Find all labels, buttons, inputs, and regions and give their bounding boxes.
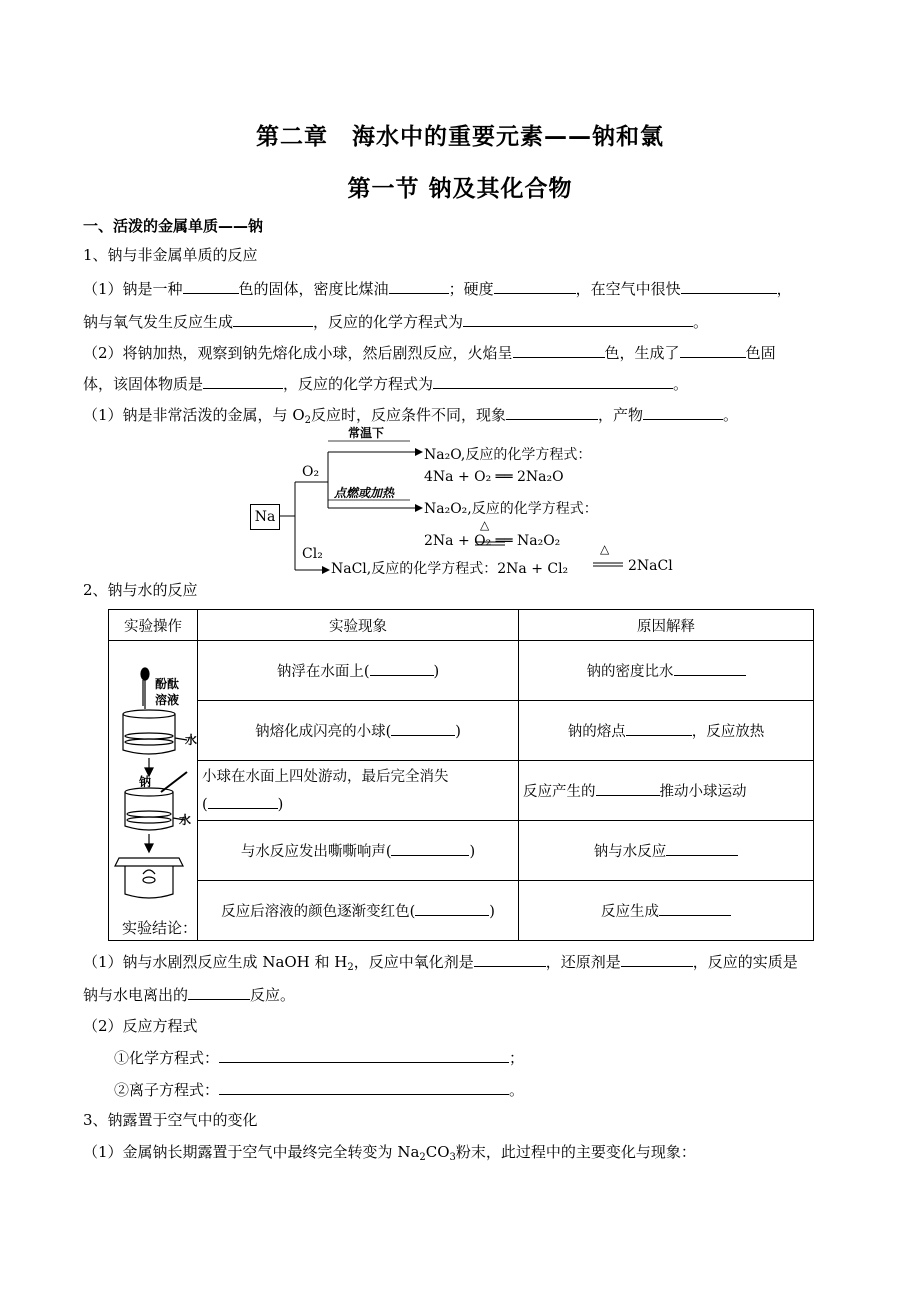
blank[interactable] xyxy=(188,984,250,1000)
text: 。 xyxy=(723,406,739,424)
text: ) xyxy=(433,664,440,680)
table-row xyxy=(109,881,814,941)
blank[interactable] xyxy=(391,840,469,856)
text: ) xyxy=(277,796,284,813)
label-water-1: 水 xyxy=(185,732,197,747)
text: 钠熔化成闪亮的小球( xyxy=(255,724,392,740)
phenomenon-cell xyxy=(198,821,519,881)
text: ，反应的化学方程式为 xyxy=(313,313,464,331)
item-air: 3、钠露置于空气中的变化 xyxy=(83,1111,258,1129)
text: ，反应的实质是 xyxy=(692,953,798,971)
phenomenon-cell xyxy=(198,761,519,821)
blank[interactable] xyxy=(513,342,605,358)
text: （2）将钠加热，观察到钠先熔化成小球，然后剧烈反应，火焰呈 xyxy=(83,344,513,362)
text: 。 xyxy=(673,375,689,393)
text: ( xyxy=(202,796,208,813)
equation-na2o: 4Na + O₂ ══ 2Na₂O xyxy=(424,469,564,485)
ionic-equation-line xyxy=(114,1079,524,1100)
text: 钠与氧气发生反应生成 xyxy=(83,313,234,331)
reason-cell xyxy=(519,821,814,881)
blank[interactable] xyxy=(643,404,723,420)
chapter-title: 第二章 海水中的重要元素——钠和氯 xyxy=(256,124,664,150)
reaction-diagram xyxy=(250,426,690,582)
text: ，反应的化学方程式为 xyxy=(283,375,434,393)
product-na2o: Na₂O,反应的化学方程式： xyxy=(424,447,592,463)
text: 钠浮在水面上( xyxy=(276,664,370,680)
blank[interactable] xyxy=(659,900,731,916)
text: 。 xyxy=(693,313,709,331)
text: 反应后溶液的颜色逐渐变红色( xyxy=(221,904,416,920)
blank[interactable] xyxy=(389,278,449,294)
text: 。 xyxy=(509,1081,525,1099)
blank[interactable] xyxy=(391,720,455,736)
phenomenon-cell xyxy=(198,881,519,941)
text: 钠与水电离出的 xyxy=(83,986,189,1004)
text: ； xyxy=(509,1049,525,1067)
text: （1）金属钠长期露置于空气中最终完全转变为 Na xyxy=(83,1143,420,1161)
phenomenon-cell xyxy=(198,641,519,701)
reason-cell xyxy=(519,761,814,821)
text: ，还原剂是 xyxy=(545,953,621,971)
text: ) xyxy=(469,844,476,860)
conclusion-1-line-2 xyxy=(83,984,295,1005)
text: ，反应中氧化剂是 xyxy=(353,953,474,971)
equation-na2o2: 2Na + O₂ ══ Na₂O₂ xyxy=(424,533,561,549)
blank[interactable] xyxy=(219,1079,509,1095)
text: （1）钠是一种 xyxy=(83,280,183,298)
subscript: 2 xyxy=(347,962,354,973)
blank[interactable] xyxy=(680,342,746,358)
blank[interactable] xyxy=(474,951,546,967)
reason-cell xyxy=(519,641,814,701)
text: CO xyxy=(425,1143,450,1161)
label-sodium: 钠 xyxy=(139,774,152,789)
para-1-line-2 xyxy=(83,311,708,332)
delta-symbol-2: △ xyxy=(600,542,610,556)
blank[interactable] xyxy=(494,278,576,294)
text: 体，该固体物质是 xyxy=(83,375,204,393)
blank[interactable] xyxy=(626,720,692,736)
text: ，产物 xyxy=(598,406,644,424)
text: 粉末，此过程中的主要变化与现象： xyxy=(455,1143,696,1161)
experiment-table xyxy=(108,609,814,941)
blank[interactable] xyxy=(621,951,693,967)
reason-cell xyxy=(519,701,814,761)
header-phenomenon: 实验现象 xyxy=(198,610,519,641)
heading-sodium: 一、活泼的金属单质——钠 xyxy=(83,217,264,235)
text: 反应。 xyxy=(250,986,296,1004)
table-row xyxy=(109,821,814,881)
sodium-box: Na xyxy=(250,504,280,530)
text: （1）钠与水剧烈反应生成 NaOH 和 H xyxy=(83,953,348,971)
reason-cell xyxy=(519,881,814,941)
apparatus-svg xyxy=(109,654,197,924)
subscript: 2 xyxy=(304,415,311,426)
blank[interactable] xyxy=(370,660,434,676)
text: 反应时，反应条件不同，现象 xyxy=(311,406,507,424)
text: ， xyxy=(776,280,792,298)
conclusion-1-line-1 xyxy=(83,951,798,978)
text: 钠的熔点 xyxy=(567,724,626,740)
conclusion-2: （2）反应方程式 xyxy=(83,1017,198,1035)
header-operation: 实验操作 xyxy=(109,610,198,641)
text: 钠的密度比水 xyxy=(586,664,674,680)
text: 色，生成了 xyxy=(604,344,680,362)
apparatus-illustration xyxy=(109,641,198,941)
para-2-line-2 xyxy=(83,373,688,394)
delta-symbol-1: △ xyxy=(480,518,490,532)
conclusion-label: 实验结论： xyxy=(122,919,198,937)
blank[interactable] xyxy=(433,373,673,389)
text: 色的固体，密度比煤油 xyxy=(238,280,389,298)
para-4 xyxy=(83,1142,696,1168)
text: 推动小球运动 xyxy=(659,784,747,800)
table-row xyxy=(109,641,814,701)
text: 与水反应发出嘶嘶响声( xyxy=(240,844,392,860)
text: 钠与水反应 xyxy=(593,844,667,860)
blank[interactable] xyxy=(666,840,738,856)
equation-nacl: 2NaCl xyxy=(628,558,673,574)
blank[interactable] xyxy=(219,1047,509,1063)
blank[interactable] xyxy=(463,311,693,327)
table-header xyxy=(109,610,814,641)
text: 反应生成 xyxy=(601,904,659,920)
table-row xyxy=(109,701,814,761)
condition-heat: 点燃或加热 xyxy=(334,486,395,500)
label-phenolphthalein: 酚酞 xyxy=(155,676,180,691)
blank[interactable] xyxy=(203,373,283,389)
label-water-2: 水 xyxy=(179,812,192,827)
blank[interactable] xyxy=(233,311,313,327)
blank[interactable] xyxy=(415,900,489,916)
subscript: 3 xyxy=(449,1152,456,1163)
text: ，在空气中很快 xyxy=(575,280,681,298)
text: ，反应放热 xyxy=(691,724,765,740)
o2-label: O₂ xyxy=(302,464,320,480)
cl2-label: Cl₂ xyxy=(302,546,323,562)
table-row xyxy=(109,761,814,821)
blank[interactable] xyxy=(208,793,278,809)
blank[interactable] xyxy=(596,780,660,796)
chemical-equation-line xyxy=(114,1047,524,1068)
blank[interactable] xyxy=(674,660,746,676)
subscript: 2 xyxy=(419,1152,426,1163)
item-nonmetal: 1、钠与非金属单质的反应 xyxy=(83,246,258,264)
section-title: 第一节 钠及其化合物 xyxy=(347,176,573,202)
item-water: 2、钠与水的反应 xyxy=(83,581,198,599)
text: ) xyxy=(489,904,495,920)
label-solution: 溶液 xyxy=(155,692,180,707)
text: ) xyxy=(455,724,461,740)
blank[interactable] xyxy=(183,278,239,294)
text: 小球在水面上四处游动，最后完全消失 xyxy=(202,768,449,785)
text: 反应产生的 xyxy=(523,784,596,800)
product-na2o2: Na₂O₂,反应的化学方程式： xyxy=(424,501,598,517)
text: ；硬度 xyxy=(448,280,494,298)
para-1-line-1 xyxy=(83,278,792,299)
phenomenon-cell xyxy=(198,701,519,761)
condition-room-temp: 常温下 xyxy=(348,426,385,440)
text: （1）钠是非常活泼的金属，与 O xyxy=(83,406,305,424)
blank[interactable] xyxy=(506,404,598,420)
text: ①化学方程式： xyxy=(114,1049,220,1067)
product-nacl: NaCl,反应的化学方程式：2Na + Cl₂ xyxy=(331,561,569,577)
text: 色固 xyxy=(745,344,776,362)
header-reason: 原因解释 xyxy=(519,610,814,641)
blank[interactable] xyxy=(681,278,777,294)
para-2-line-1 xyxy=(83,342,776,363)
para-3 xyxy=(83,404,738,431)
text: ②离子方程式： xyxy=(114,1081,220,1099)
